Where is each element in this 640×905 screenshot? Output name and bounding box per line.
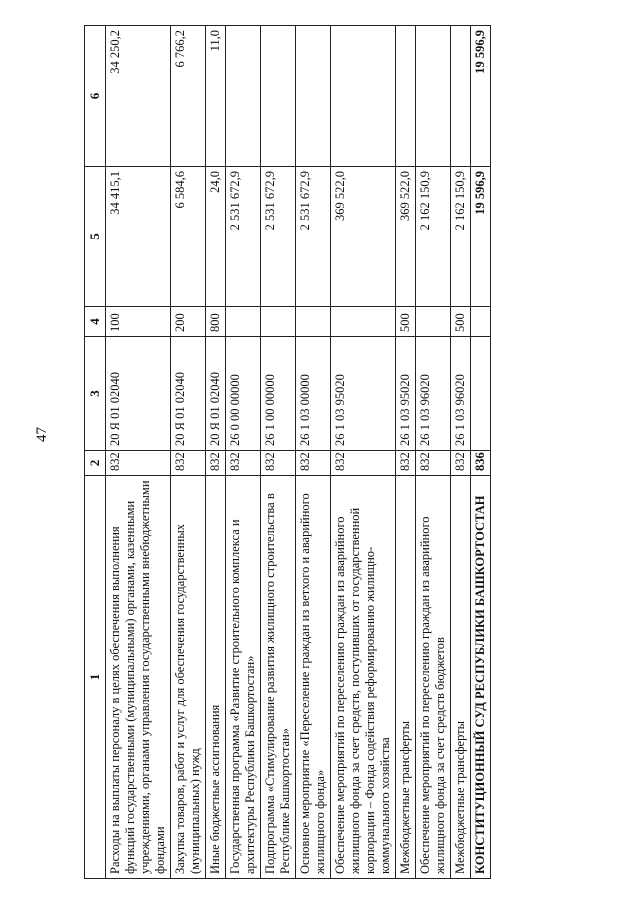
vr-cell: 800 — [206, 307, 226, 337]
table-row — [471, 26, 491, 879]
name-cell: Подпрограмма «Стимулирование развития жилищного строительства в Республике Башкортостан» — [261, 476, 296, 879]
vr-cell: 200 — [171, 307, 206, 337]
sum-col6-cell — [331, 26, 396, 167]
header-row — [85, 26, 106, 879]
table-row — [226, 26, 261, 879]
code-cell: 26 1 03 96020 — [416, 337, 451, 451]
code-cell: 26 1 03 00000 — [296, 337, 331, 451]
sum-col6-cell: 34 250,2 — [106, 26, 171, 167]
name-cell: Иные бюджетные ассигнования — [206, 476, 226, 879]
name-cell: Основное мероприятие «Переселение граждан из ветхого и аварийного жилищного фонда» — [296, 476, 331, 879]
table-row — [396, 26, 416, 879]
ministry-cell: 836 — [471, 451, 491, 476]
sum-col6-cell — [296, 26, 331, 167]
vr-cell — [296, 307, 331, 337]
header-col-4: 4 — [85, 307, 106, 337]
code-cell: 20 Я 01 02040 — [171, 337, 206, 451]
ministry-cell: 832 — [451, 451, 471, 476]
vr-cell: 100 — [106, 307, 171, 337]
header-col-3: 3 — [85, 337, 106, 451]
code-cell: 26 1 00 00000 — [261, 337, 296, 451]
vr-cell: 500 — [396, 307, 416, 337]
table-row — [416, 26, 451, 879]
name-cell: Обеспечение мероприятий по переселению граждан из аварийного жилищного фонда за счет средств, поступивших от государственной корпорации – Фонда содействия реформированию жилищно-коммунального хозяйства — [331, 476, 396, 879]
header-col-2: 2 — [85, 451, 106, 476]
name-cell: Обеспечение мероприятий по переселению граждан из аварийного жилищного фонда за счет средств бюджетов — [416, 476, 451, 879]
ministry-cell: 832 — [106, 451, 171, 476]
ministry-cell: 832 — [416, 451, 451, 476]
sum-col5-cell: 24,0 — [206, 167, 226, 307]
code-cell: 26 1 03 95020 — [396, 337, 416, 451]
name-cell: Государственная программа «Развитие строительного комплекса и архитектуры Республики Башкортостан» — [226, 476, 261, 879]
sum-col6-cell: 6 766,2 — [171, 26, 206, 167]
name-cell: Расходы на выплаты персоналу в целях обеспечения выполнения функций государственными (муниципальными) органами, казенными учреждениями, органами управления государственными внебюджетными фондами — [106, 476, 171, 879]
name-cell: Межбюджетные трансферты — [451, 476, 471, 879]
ministry-cell: 832 — [261, 451, 296, 476]
ministry-cell: 832 — [171, 451, 206, 476]
ministry-cell: 832 — [296, 451, 331, 476]
sum-col6-cell — [261, 26, 296, 167]
sum-col6-cell — [416, 26, 451, 167]
name-cell: КОНСТИТУЦИОННЫЙ СУД РЕСПУБЛИКИ БАШКОРТОСТАН — [471, 476, 491, 879]
name-cell: Закупка товаров, работ и услуг для обеспечения государственных (муниципальных) нужд — [171, 476, 206, 879]
table-row — [171, 26, 206, 879]
table-row — [261, 26, 296, 879]
vr-cell — [261, 307, 296, 337]
name-cell: Межбюджетные трансферты — [396, 476, 416, 879]
table-body — [106, 26, 491, 879]
code-cell — [471, 337, 491, 451]
sum-col6-cell — [396, 26, 416, 167]
header-col-1: 1 — [85, 476, 106, 879]
page-number: 47 — [34, 427, 50, 442]
sum-col5-cell: 6 584,6 — [171, 167, 206, 307]
table-row — [331, 26, 396, 879]
sum-col6-cell — [451, 26, 471, 167]
table-row — [296, 26, 331, 879]
table-row — [106, 26, 171, 879]
code-cell: 26 1 03 96020 — [451, 337, 471, 451]
code-cell: 20 Я 01 02040 — [206, 337, 226, 451]
ministry-cell: 832 — [206, 451, 226, 476]
code-cell: 20 Я 01 02040 — [106, 337, 171, 451]
sum-col5-cell: 34 415,1 — [106, 167, 171, 307]
vr-cell — [331, 307, 396, 337]
vr-cell: 500 — [451, 307, 471, 337]
sum-col5-cell: 2 162 150,9 — [416, 167, 451, 307]
code-cell: 26 0 00 00000 — [226, 337, 261, 451]
table-row — [206, 26, 226, 879]
sum-col5-cell: 2 531 672,9 — [296, 167, 331, 307]
sum-col5-cell: 2 531 672,9 — [226, 167, 261, 307]
vr-cell — [471, 307, 491, 337]
ministry-cell: 832 — [331, 451, 396, 476]
sum-col6-cell: 19 596,9 — [471, 26, 491, 167]
sum-col5-cell: 369 522,0 — [331, 167, 396, 307]
budget-table — [84, 25, 491, 879]
table-row — [451, 26, 471, 879]
sum-col5-cell: 2 531 672,9 — [261, 167, 296, 307]
sum-col6-cell: 11,0 — [206, 26, 226, 167]
sum-col5-cell: 369 522,0 — [396, 167, 416, 307]
sum-col5-cell: 19 596,9 — [471, 167, 491, 307]
sum-col6-cell — [226, 26, 261, 167]
code-cell: 26 1 03 95020 — [331, 337, 396, 451]
ministry-cell: 832 — [226, 451, 261, 476]
ministry-cell: 832 — [396, 451, 416, 476]
header-col-6: 6 — [85, 26, 106, 167]
vr-cell — [416, 307, 451, 337]
vr-cell — [226, 307, 261, 337]
rotated-table-container — [84, 26, 632, 879]
sum-col5-cell: 2 162 150,9 — [451, 167, 471, 307]
header-col-5: 5 — [85, 167, 106, 307]
